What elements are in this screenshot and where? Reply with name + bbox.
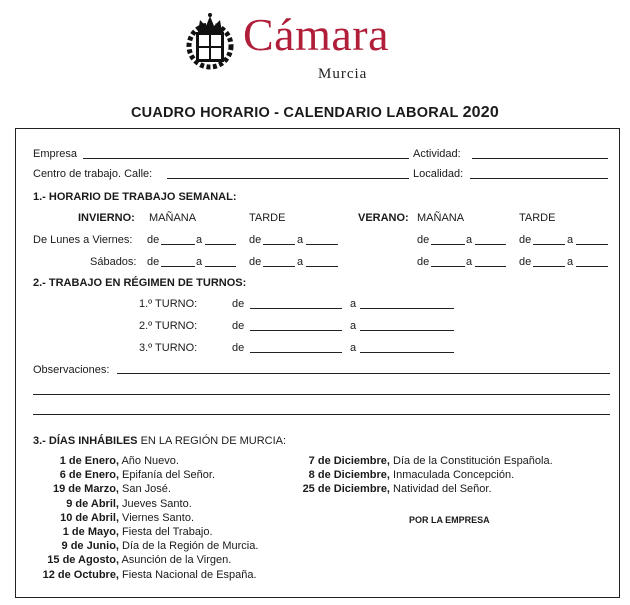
sabados-invierno-manana-to-field[interactable] [205, 266, 236, 267]
holiday-date: 7 de Diciembre, [308, 455, 390, 467]
holiday-date: 10 de Abril, [60, 511, 119, 524]
lunes-verano-manana-to-field[interactable] [475, 244, 506, 245]
holiday-date: 25 de Diciembre, [302, 483, 390, 496]
turno3-a-field[interactable] [360, 352, 454, 353]
empresa-field[interactable] [83, 158, 409, 159]
turno1-de-field[interactable] [250, 308, 342, 309]
logo-wordmark: Cámara [243, 9, 390, 60]
sabados-invierno-manana-from-field[interactable] [161, 266, 195, 267]
por-la-empresa-label: POR LA EMPRESA [409, 515, 490, 525]
invierno-manana-label: MAÑANA [149, 212, 197, 224]
holiday-date: 1 de Enero, [59, 455, 119, 467]
section2-title: 2.- TRABAJO EN RÉGIMEN DE TURNOS: [33, 277, 247, 289]
section3-title-bold: 3.- DÍAS INHÁBILES [33, 435, 138, 447]
centro-field[interactable] [167, 178, 409, 179]
section3-title [33, 435, 286, 447]
turno3-a: a [350, 342, 357, 354]
holiday-item [30, 526, 213, 538]
empresa-label: Empresa [33, 148, 78, 160]
holiday-description: Fiesta del Trabajo. [119, 526, 213, 538]
lunes-invierno-tarde-a: a [297, 234, 304, 246]
lunes-label: De Lunes a Viernes: [33, 234, 133, 246]
holiday-description: Epifanía del Señor. [119, 469, 216, 482]
sabados-verano-tarde-a: a [567, 256, 574, 268]
turno2-de: de [232, 320, 245, 332]
turno2-de-field[interactable] [250, 330, 342, 331]
holiday-item [30, 554, 231, 566]
lunes-invierno-manana-from-field[interactable] [161, 244, 195, 245]
centro-label: Centro de trabajo. Calle: [33, 168, 153, 180]
sabados-verano-tarde-to-field[interactable] [576, 266, 608, 267]
holiday-date: 19 de Marzo, [52, 483, 119, 496]
lunes-verano-manana-from-field[interactable] [431, 244, 465, 245]
sabados-invierno-manana-de: de [147, 256, 160, 268]
holiday-item [280, 483, 492, 495]
holiday-date: 1 de Mayo, [62, 526, 119, 538]
lunes-invierno-tarde-to-field[interactable] [306, 244, 338, 245]
holiday-description: Año Nuevo. [119, 455, 179, 467]
sabados-verano-manana-a: a [466, 256, 473, 268]
title-main: CUADRO HORARIO - CALENDARIO LABORAL [131, 105, 459, 121]
sabados-verano-manana-from-field[interactable] [431, 266, 465, 267]
sabados-verano-tarde-from-field[interactable] [533, 266, 565, 267]
invierno-tarde-label: TARDE [249, 212, 286, 224]
holiday-date: 6 de Enero, [59, 469, 119, 482]
holiday-item [30, 569, 257, 581]
holiday-description: Día de la Constitución Española. [390, 455, 553, 467]
lunes-verano-tarde-from-field[interactable] [533, 244, 565, 245]
actividad-label: Actividad: [413, 148, 461, 160]
turno1-a: a [350, 298, 357, 310]
localidad-field[interactable] [470, 178, 608, 179]
sabados-invierno-manana-a: a [196, 256, 203, 268]
lunes-invierno-manana-a: a [196, 234, 203, 246]
sabados-invierno-tarde-from-field[interactable] [263, 266, 295, 267]
turno3-de: de [232, 342, 245, 354]
holiday-item [30, 512, 194, 524]
sabados-verano-tarde-de: de [519, 256, 532, 268]
holiday-description: Asunción de la Virgen. [119, 554, 232, 567]
holiday-item [30, 455, 179, 467]
turno3-de-field[interactable] [250, 352, 342, 353]
section3-title-rest: EN LA REGIÓN DE MURCIA: [137, 435, 287, 447]
lunes-verano-manana-a: a [466, 234, 473, 246]
sabados-verano-manana-de: de [417, 256, 430, 268]
holiday-item [280, 455, 553, 467]
sabados-invierno-tarde-a: a [297, 256, 304, 268]
holiday-date: 12 de Octubre, [42, 568, 119, 581]
sabados-verano-manana-to-field[interactable] [475, 266, 506, 267]
observaciones-field-2[interactable] [33, 394, 610, 395]
holiday-description: Día de la Región de Murcia. [119, 540, 259, 553]
holiday-item [280, 469, 514, 481]
verano-manana-label: MAÑANA [417, 212, 465, 224]
holiday-item [30, 483, 171, 495]
holiday-item [30, 498, 192, 510]
holiday-date: 15 de Agosto, [47, 554, 119, 567]
turno3-label: 3.º TURNO: [139, 342, 198, 354]
lunes-verano-tarde-to-field[interactable] [576, 244, 608, 245]
holiday-description: Inmaculada Concepción. [390, 469, 515, 482]
holiday-description: Viernes Santo. [119, 511, 195, 524]
turno2-label: 2.º TURNO: [139, 320, 198, 332]
holiday-description: Jueves Santo. [119, 497, 192, 510]
observaciones-label: Observaciones: [33, 364, 110, 376]
holiday-description: Natividad del Señor. [390, 483, 492, 496]
lunes-invierno-manana-de: de [147, 234, 160, 246]
holiday-item [30, 540, 258, 552]
turno1-label: 1.º TURNO: [139, 298, 198, 310]
logo-subtitle: Murcia [318, 66, 368, 82]
lunes-verano-tarde-de: de [519, 234, 532, 246]
page-title [0, 104, 630, 122]
sabados-label: Sábados: [90, 256, 137, 268]
holiday-date: 9 de Abril, [66, 497, 119, 510]
actividad-field[interactable] [472, 158, 608, 159]
verano-label: VERANO: [358, 212, 409, 224]
observaciones-field-3[interactable] [33, 414, 610, 415]
title-year: 2020 [462, 104, 499, 121]
turno2-a-field[interactable] [360, 330, 454, 331]
lunes-verano-tarde-a: a [567, 234, 574, 246]
verano-tarde-label: TARDE [519, 212, 556, 224]
holiday-date: 9 de Junio, [61, 540, 119, 553]
turno1-de: de [232, 298, 245, 310]
lunes-invierno-tarde-from-field[interactable] [263, 244, 295, 245]
invierno-label: INVIERNO: [78, 212, 135, 224]
lunes-invierno-tarde-de: de [249, 234, 262, 246]
holiday-item [30, 469, 215, 481]
lunes-invierno-manana-to-field[interactable] [205, 244, 236, 245]
turno2-a: a [350, 320, 357, 332]
holiday-date: 8 de Diciembre, [308, 469, 390, 482]
localidad-label: Localidad: [413, 168, 464, 180]
coat-of-arms-icon [186, 12, 234, 72]
holiday-description: Fiesta Nacional de España. [119, 568, 257, 581]
section1-title: 1.- HORARIO DE TRABAJO SEMANAL: [33, 191, 237, 203]
turno1-a-field[interactable] [360, 308, 454, 309]
sabados-invierno-tarde-de: de [249, 256, 262, 268]
observaciones-field-1[interactable] [117, 373, 610, 374]
sabados-invierno-tarde-to-field[interactable] [306, 266, 338, 267]
holiday-description: San José. [119, 483, 171, 496]
lunes-verano-manana-de: de [417, 234, 430, 246]
